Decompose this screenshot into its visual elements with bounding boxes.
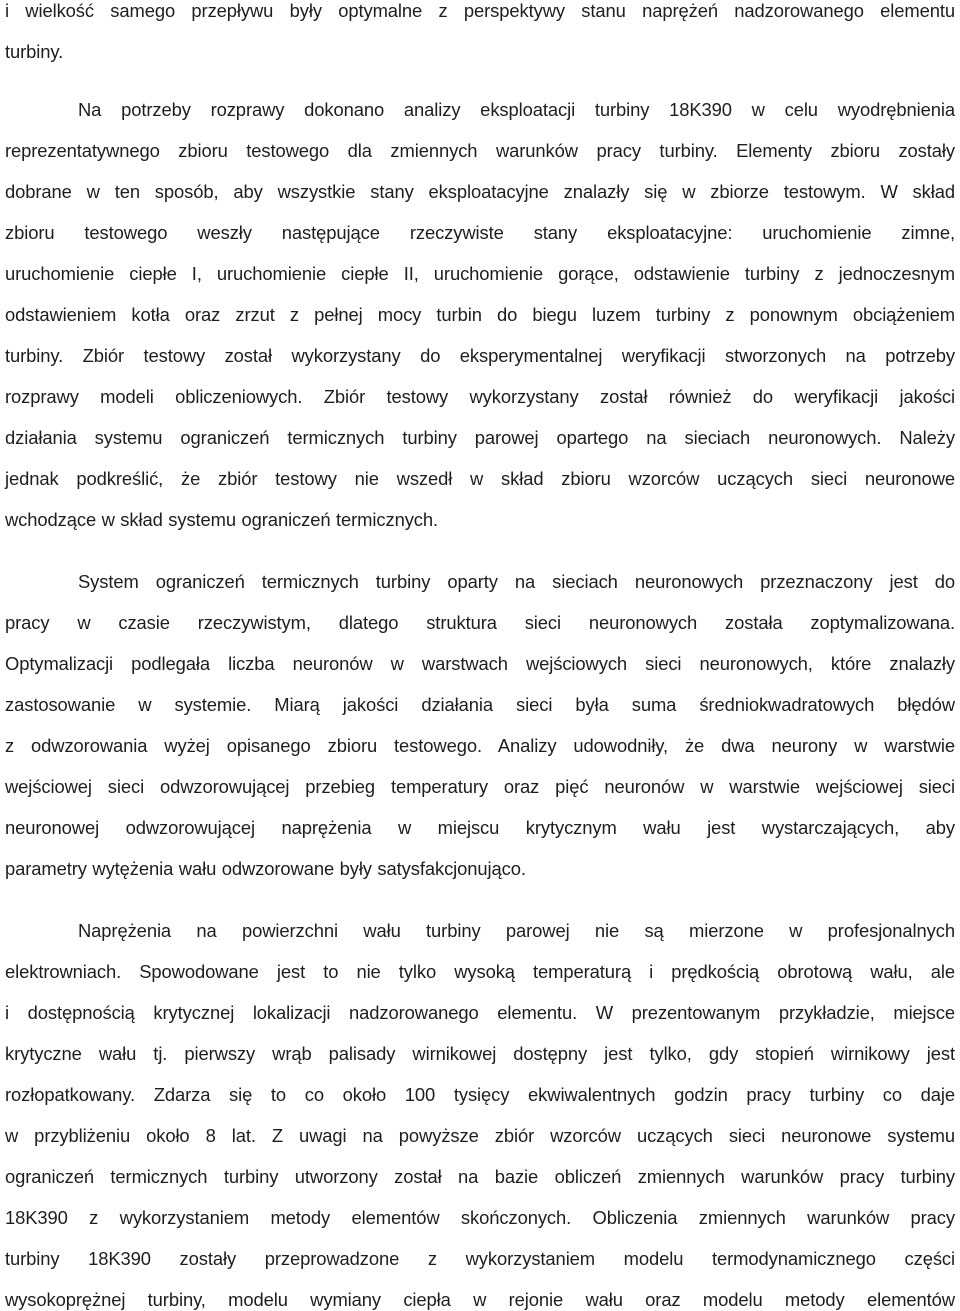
- text-line: odstawieniem kotła oraz zrzut z pełnej mocy turbin do biegu luzem turbiny z ponownym obciążeniem: [5, 304, 955, 325]
- text-line: System ograniczeń termicznych turbiny oparty na sieciach neuronowych przeznaczony jest do: [78, 571, 955, 592]
- text-line: wejściowej sieci odwzorowującej przebieg temperatury oraz pięć neuronów w warstwie wejściowej sieci: [5, 776, 955, 797]
- text-line: zbioru testowego weszły następujące rzeczywiste stany eksploatacyjne: uruchomienie zimne,: [5, 222, 955, 243]
- text-line: działania systemu ograniczeń termicznych turbiny parowej opartego na sieciach neuronowych. Należy: [5, 427, 955, 448]
- text-line: ograniczeń termicznych turbiny utworzony został na bazie obliczeń zmiennych warunków pracy turbiny: [5, 1166, 955, 1187]
- text-line: krytyczne wału tj. pierwszy wrąb palisady wirnikowej dostępny jest tylko, gdy stopień wirnikowy jest: [5, 1043, 955, 1064]
- text-line: 18K390 z wykorzystaniem metody elementów skończonych. Obliczenia zmiennych warunków pracy: [5, 1207, 955, 1228]
- text-line: i dostępnością krytycznej lokalizacji nadzorowanego elementu. W prezentowanym przykładzie, miejsce: [5, 1002, 955, 1023]
- text-line: Na potrzeby rozprawy dokonano analizy eksploatacji turbiny 18K390 w celu wyodrębnienia: [78, 99, 955, 120]
- text-line: pracy w czasie rzeczywistym, dlatego struktura sieci neuronowych została zoptymalizowana.: [5, 612, 955, 633]
- text-line: Optymalizacji podlegała liczba neuronów w warstwach wejściowych sieci neuronowych, które znalazły: [5, 653, 955, 674]
- text-line: jednak podkreślić, że zbiór testowy nie wszedł w skład zbioru wzorców uczących sieci neuronowe: [5, 468, 955, 489]
- text-line: z odwzorowania wyżej opisanego zbioru testowego. Analizy udowodniły, że dwa neurony w warstwie: [5, 735, 955, 756]
- text-line: turbiny.: [5, 41, 64, 62]
- text-line: i wielkość samego przepływu były optymalne z perspektywy stanu naprężeń nadzorowanego elementu: [5, 0, 955, 21]
- text-line: zastosowanie w systemie. Miarą jakości działania sieci była suma średniokwadratowych błędów: [5, 694, 955, 715]
- text-line: uruchomienie ciepłe I, uruchomienie ciepłe II, uruchomienie gorące, odstawienie turbiny z jednoczesnym: [5, 263, 955, 284]
- text-line: rozprawy modeli obliczeniowych. Zbiór testowy wykorzystany został również do weryfikacji jakości: [5, 386, 955, 407]
- text-line: turbiny 18K390 zostały przeprowadzone z wykorzystaniem modelu termodynamicznego części: [5, 1248, 955, 1269]
- text-line: wchodzące w skład systemu ograniczeń termicznych.: [5, 509, 439, 530]
- text-line: reprezentatywnego zbioru testowego dla zmiennych warunków pracy turbiny. Elementy zbioru zostały: [5, 140, 955, 161]
- text-line: w przybliżeniu około 8 lat. Z uwagi na powyższe zbiór wzorców uczących sieci neuronowe systemu: [5, 1125, 955, 1146]
- text-line: rozłopatkowany. Zdarza się to co około 100 tysięcy ekwiwalentnych godzin pracy turbiny co daje: [5, 1084, 955, 1105]
- text-line: Naprężenia na powierzchni wału turbiny parowej nie są mierzone w profesjonalnych: [78, 920, 955, 941]
- text-line: dobrane w ten sposób, aby wszystkie stany eksploatacyjne znalazły się w zbiorze testowym. W skład: [5, 181, 955, 202]
- text-line: wysokoprężnej turbiny, modelu wymiany ciepła w rejonie wału oraz modelu metody elementów: [5, 1289, 955, 1310]
- text-line: elektrowniach. Spowodowane jest to nie tylko wysoką temperaturą i prędkością obrotową wału, ale: [5, 961, 955, 982]
- text-line: parametry wytężenia wału odwzorowane były satysfakcjonująco.: [5, 858, 526, 879]
- text-line: turbiny. Zbiór testowy został wykorzystany do eksperymentalnej weryfikacji stworzonych na potrzeby: [5, 345, 955, 366]
- text-line: neuronowej odwzorowującej naprężenia w miejscu krytycznym wału jest wystarczających, aby: [5, 817, 955, 838]
